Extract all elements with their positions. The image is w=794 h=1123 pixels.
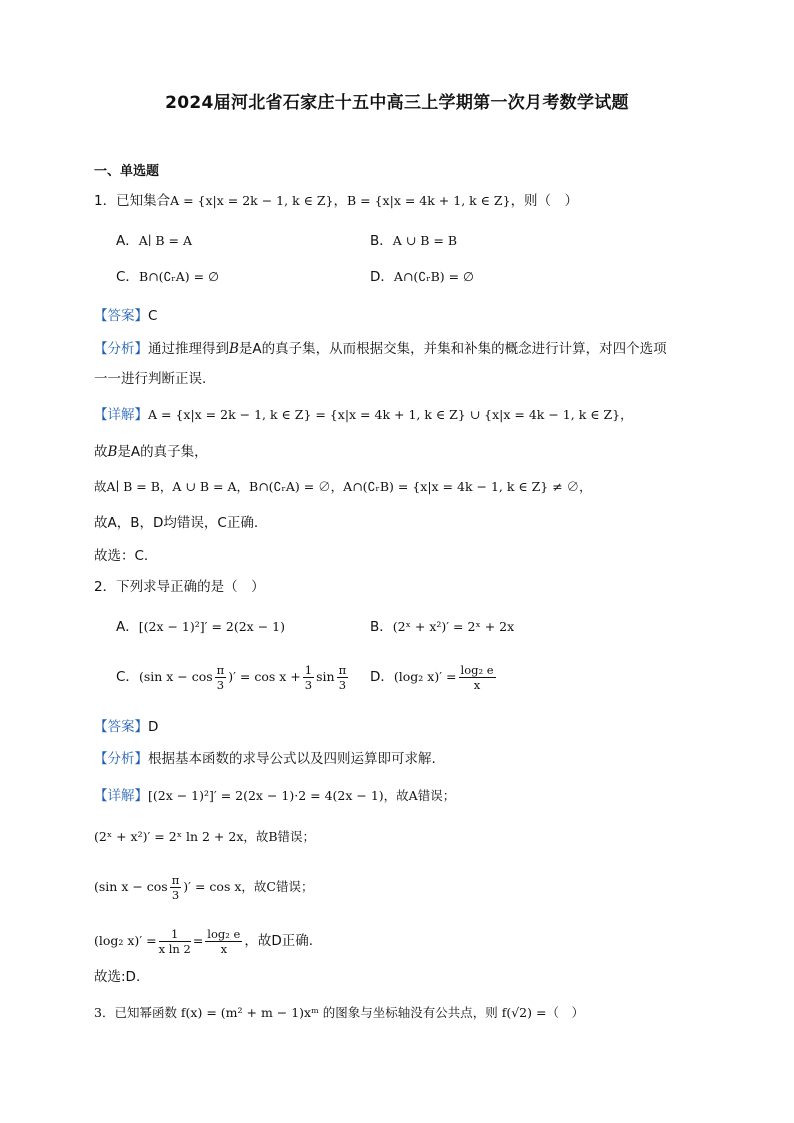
q2-option-c-left: (sin x − cos — [138, 669, 213, 684]
q2-option-c-frac1 — [215, 663, 227, 692]
q1-detail-line4: 故A，B，D均错误，C正确. — [94, 515, 259, 531]
q1-option-a-label: A． — [116, 233, 139, 249]
q2-option-b — [370, 618, 514, 636]
q2-option-c-frac3 — [337, 663, 349, 692]
q2-detail-line4-right: ，故D正确. — [244, 933, 314, 949]
q2-detail-line3-left: (sin x − cos — [94, 879, 168, 894]
q2-option-c-mid: )′ = cos x + — [228, 669, 301, 684]
q2-option-d-frac — [459, 663, 496, 692]
q2-option-d-frac-num: log₂ e — [460, 662, 494, 677]
page-title: 2024届河北省石家庄十五中高三上学期第一次月考数学试题 — [165, 93, 629, 113]
q2-option-c — [116, 662, 350, 692]
q1-detail-line3-text: 故A∣ B = B，A ∪ B = A，B∩(∁ᵣA) = ∅，A∩(∁ᵣB) = {x|x = 4k − 1, k ∈ Z} ≠ ∅， — [94, 479, 592, 494]
q1-analysis-var-b: B — [229, 341, 239, 357]
q1-set-a: A = {x|x = 2k − 1, k ∈ Z} — [170, 193, 334, 208]
q2-option-d-label: D． — [370, 669, 394, 685]
q2-detail-line4-left: (log₂ x)′ = — [94, 933, 157, 948]
q1-option-c-text: B∩(∁ᵣA) = ∅ — [138, 269, 219, 284]
q3-stem — [94, 1004, 584, 1022]
q1-answer — [94, 307, 157, 325]
q2-detail-line4-frac2 — [205, 927, 242, 956]
q2-answer-tag: 【答案】 — [94, 719, 148, 735]
q2-detail-line2 — [94, 828, 315, 846]
q2-detail-line2-text: (2ˣ + x²)′ = 2ˣ ln 2 + 2x，故B错误； — [94, 829, 316, 844]
q1-option-d-text: A∩(∁ᵣB) = ∅ — [393, 269, 474, 284]
q1-option-c — [116, 268, 219, 286]
q2-option-c-frac3-num: π — [338, 662, 347, 677]
q2-choose: 故选:D. — [94, 969, 141, 985]
q2-detail-line3-frac-num: π — [171, 872, 180, 887]
q1-option-b-text: A ∪ B = B — [392, 233, 458, 248]
q2-option-c-frac3-den: 3 — [338, 677, 347, 692]
q2-answer-value: D — [148, 719, 159, 735]
q2-answer — [94, 718, 158, 736]
q2-option-b-text: (2ˣ + x²)′ = 2ˣ + 2x — [392, 619, 515, 634]
q2-detail-tag: 【详解】 — [94, 788, 148, 804]
q1-stem — [94, 192, 578, 210]
q2-option-d-frac-den: x — [473, 677, 481, 692]
q2-analysis-text: 根据基本函数的求导公式以及四则运算即可求解. — [148, 751, 436, 767]
q2-option-c-frac1-num: π — [216, 662, 225, 677]
q2-option-c-frac2-den: 3 — [304, 677, 313, 692]
q1-detail-2a: 故 — [94, 444, 108, 460]
q1-analysis — [94, 340, 667, 358]
q1-answer-tag: 【答案】 — [94, 308, 148, 324]
q2-stem: 2．下列求导正确的是（ ） — [94, 579, 265, 595]
q1-option-d — [370, 268, 474, 286]
q1-option-c-label: C． — [116, 269, 139, 285]
q2-analysis-tag: 【分析】 — [94, 751, 148, 767]
q1-detail-line2 — [94, 443, 208, 461]
q2-detail-line4-frac2-num: log₂ e — [207, 926, 241, 941]
q1-detail-line3 — [94, 478, 592, 496]
q2-detail-line3-frac-den: 3 — [171, 887, 180, 902]
q2-option-c-frac2-num: 1 — [304, 662, 313, 677]
q2-detail-line4-frac1-den: x ln 2 — [158, 941, 191, 956]
q2-option-d — [370, 662, 498, 692]
q2-option-c-frac2 — [303, 663, 314, 692]
q1-sep: ， — [333, 193, 347, 209]
q1-analysis-text-a: 通过推理得到 — [148, 341, 229, 357]
q1-option-b — [370, 232, 457, 250]
q1-stem-end: ，则（ ） — [510, 193, 579, 209]
q1-set-b: B = {x|x = 4k + 1, k ∈ Z} — [347, 193, 511, 208]
q2-detail-line4-frac1-num: 1 — [159, 927, 191, 942]
q2-option-a — [116, 618, 285, 636]
q1-analysis-text-c: 是A的真子集，从而根据交集，并集和补集的概念进行计算，对四个选项 — [238, 341, 667, 357]
q1-detail — [94, 406, 633, 424]
q1-option-b-label: B． — [370, 233, 393, 249]
q1-analysis-tag: 【分析】 — [94, 341, 148, 357]
section-heading: 一、单选题 — [94, 164, 160, 179]
q1-choose: 故选：C. — [94, 548, 149, 564]
q2-option-c-frac1-den: 3 — [216, 677, 225, 692]
q2-detail-line3-right: )′ = cos x，故C错误； — [183, 879, 314, 894]
q1-option-a-text: A∣ B = A — [138, 233, 193, 248]
q1-option-a — [116, 232, 192, 250]
q2-option-a-text: [(2x − 1)²]′ = 2(2x − 1) — [138, 619, 285, 634]
q2-detail-line3 — [94, 872, 313, 902]
q1-detail-line1: A = {x|x = 2k − 1, k ∈ Z} = {x|x = 4k + 1, k ∈ Z} ∪ {x|x = 4k − 1, k ∈ Z}， — [148, 407, 633, 422]
q2-detail-line4-frac1 — [159, 927, 191, 956]
q1-detail-tag: 【详解】 — [94, 407, 148, 423]
q2-detail-line4-frac2-den: x — [220, 941, 228, 956]
q1-detail-2c: 是A的真子集， — [117, 444, 208, 460]
q1-detail-2b: B — [107, 444, 118, 460]
q2-detail-line1: [(2x − 1)²]′ = 2(2x − 1)·2 = 4(2x − 1)，故A错误； — [148, 788, 456, 803]
q1-analysis-line2: 一一进行判断正误. — [94, 371, 207, 387]
q1-stem-text: 1．已知集合 — [94, 193, 171, 209]
q1-answer-value: C — [148, 308, 158, 324]
q2-analysis — [94, 750, 436, 768]
q3-stem-text: 3．已知幂函数 f(x) = (m² + m − 1)xᵐ 的图象与坐标轴没有公共点，则 f(√2) =（ ） — [94, 1005, 584, 1020]
q2-detail-line4-eq: = — [192, 933, 204, 948]
q2-option-b-label: B． — [370, 619, 393, 635]
q2-detail-line4 — [94, 926, 313, 956]
q2-option-a-label: A． — [116, 619, 139, 635]
q2-option-d-left: (log₂ x)′ = — [393, 669, 457, 684]
q2-detail-line3-frac — [170, 873, 182, 902]
q2-detail — [94, 787, 455, 805]
q2-option-c-right: sin — [316, 669, 335, 684]
q1-option-d-label: D． — [370, 269, 394, 285]
q2-option-c-label: C． — [116, 669, 139, 685]
